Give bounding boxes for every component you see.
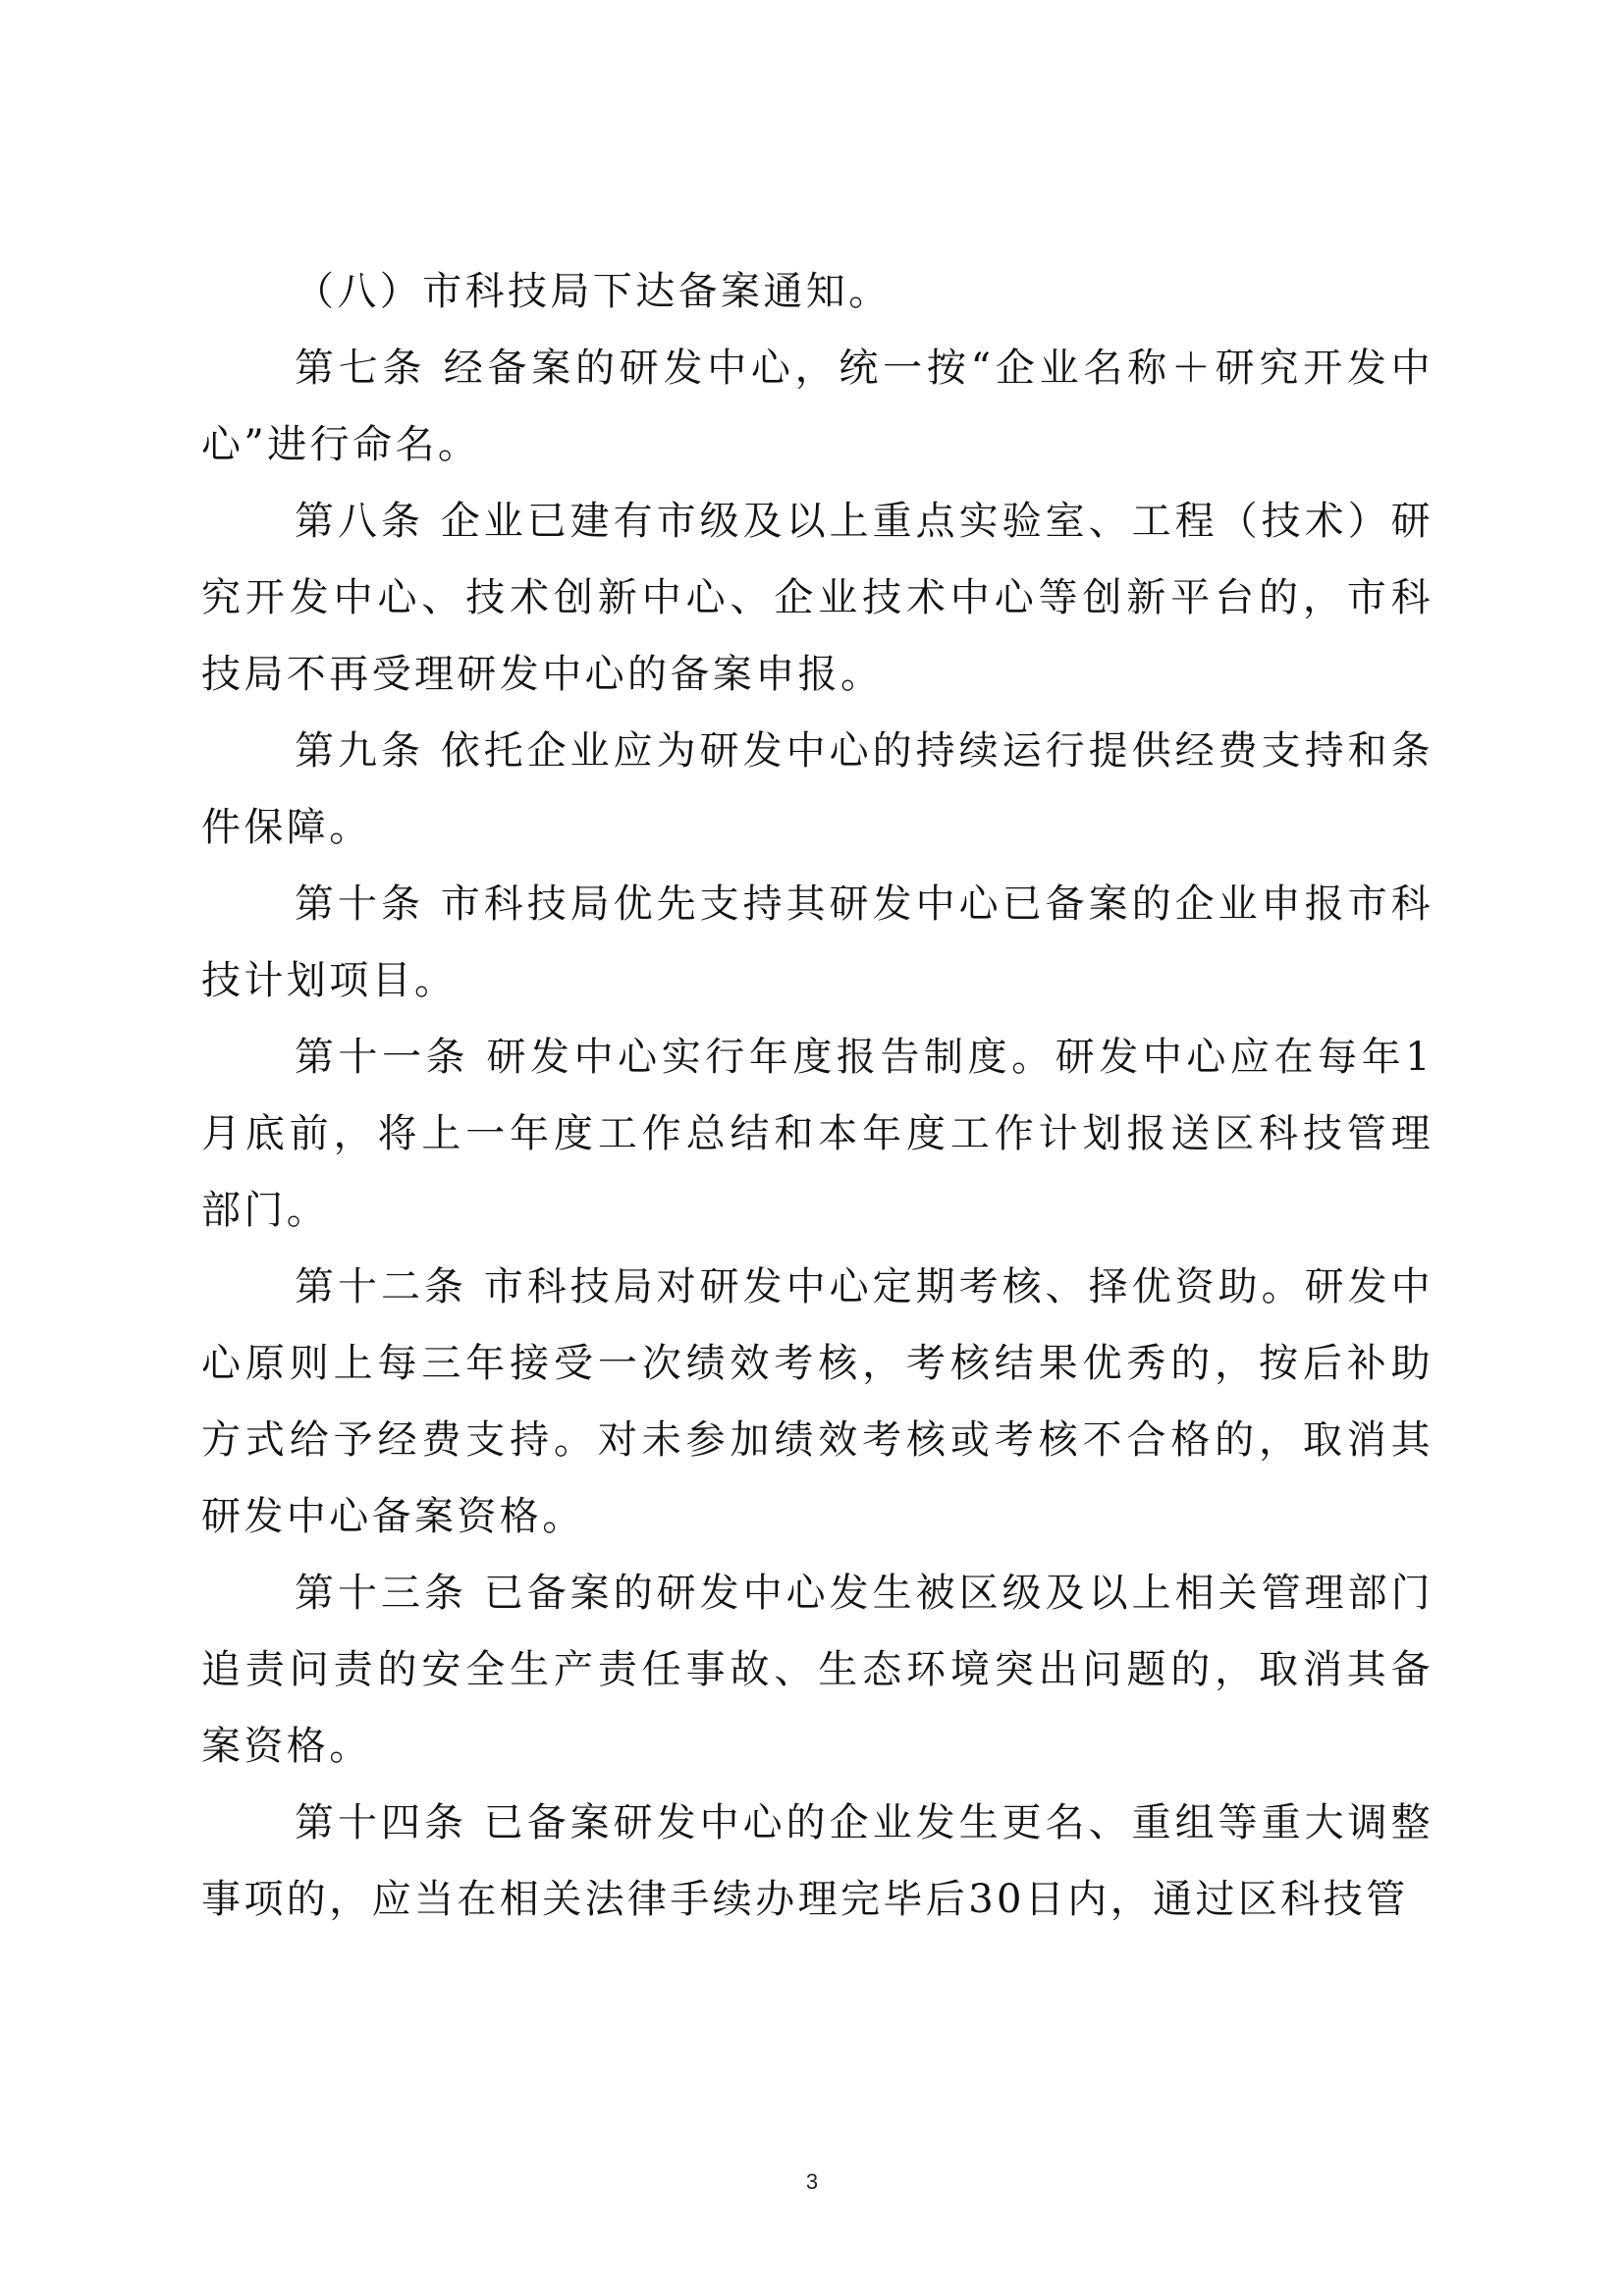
paragraph-article-10: 第十条 市科技局优先支持其研发中心已备案的企业申报市科技计划项目。 [201,881,1434,1003]
paragraph-article-7: 第七条 经备案的研发中心，统一按“企业名称＋研究开发中心”进行命名。 [201,346,1434,467]
paragraph-article-9: 第九条 依托企业应为研发中心的持续运行提供经费支持和条件保障。 [201,728,1434,850]
paragraph-article-13: 第十三条 已备案的研发中心发生被区级及以上相关管理部门追责问责的安全生产责任事故、生态环境突出问题的，取消其备案资格。 [201,1571,1434,1769]
paragraph-article-14: 第十四条 已备案研发中心的企业发生更名、重组等重大调整事项的，应当在相关法律手续办理完毕后30日内，通过区科技管 [201,1800,1434,1922]
paragraph-article-11: 第十一条 研发中心实行年度报告制度。研发中心应在每年1月底前，将上一年度工作总结和本年度工作计划报送区科技管理部门。 [201,1035,1434,1233]
page-number: 3 [805,2169,819,2194]
paragraph-article-12: 第十二条 市科技局对研发中心定期考核、择优资助。研发中心原则上每三年接受一次绩效考核，考核结果优秀的，按后补助方式给予经费支持。对未参加绩效考核或考核不合格的，取消其研发中心备案资格。 [201,1264,1434,1539]
paragraph-article-8: 第八条 企业已建有市级及以上重点实验室、工程（技术）研究开发中心、技术创新中心、企业技术中心等创新平台的，市科技局不再受理研发中心的备案申报。 [201,499,1434,697]
paragraph-item-8: （八）市科技局下达备案通知。 [295,269,892,314]
document-body [201,253,1434,1938]
